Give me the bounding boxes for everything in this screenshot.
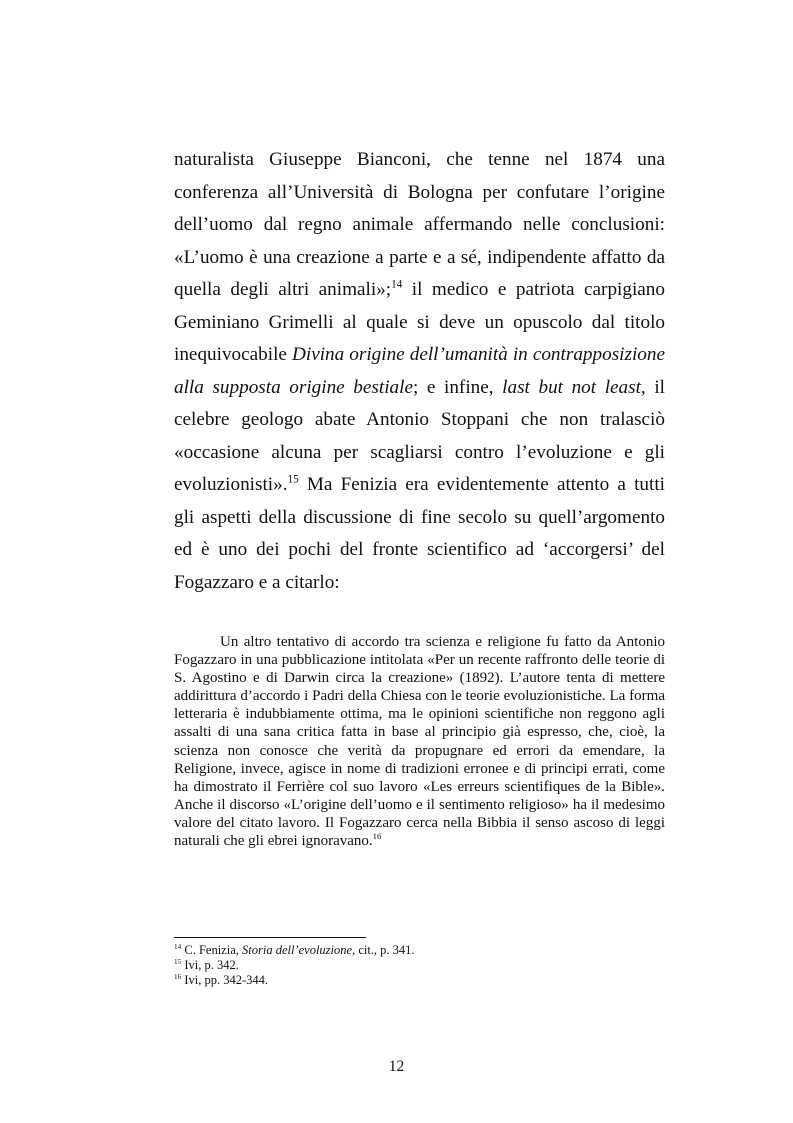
block-quote xyxy=(174,633,665,850)
main-paragraph xyxy=(174,144,665,599)
footnote-ref-15: 15 xyxy=(287,473,299,486)
text-run: naturalista Giuseppe Bianconi, che tenne nel 1874 una conferenza all’Università di Bologna per confutare l’origine dell’uomo dal regno animale affermando nelle conclusioni: «L’uomo è una creazione a parte e a sé, indipendente affatto da quella degli altri animali»; xyxy=(174,149,665,300)
text-run: il celebre geologo abate Antonio Stoppani che non tralasciò «occasione alcuna per scagliarsi contro l’evoluzione e gli evoluzionisti». xyxy=(174,376,665,495)
quote-text xyxy=(174,633,665,850)
footnote-title: Storia dell’evoluzione xyxy=(242,943,353,957)
footnotes xyxy=(174,943,665,987)
italic-title: Divina origine dell’umanità in contrapposizione alla supposta origine bestiale xyxy=(174,344,665,398)
footnote-number: 14 xyxy=(174,942,182,951)
footnote-ref-16: 16 xyxy=(372,831,382,842)
page-number: 12 xyxy=(388,1058,405,1075)
footnote-14 xyxy=(174,943,665,958)
footnote-ref-14: 14 xyxy=(391,278,403,291)
text-run: Ivi, p. 342. xyxy=(181,957,239,972)
text-run: , cit., p. 341. xyxy=(352,943,415,957)
footnote-number: 16 xyxy=(174,972,182,981)
text-run: C. Fenizia, xyxy=(181,943,243,957)
text-run: Ma Fenizia era evidentemente attento a tutti gli aspetti della discussione di fine secolo su quell’argomento ed è uno dei pochi del fronte scientifico ad ‘accorgersi’ del Fogazzaro e a citarlo: xyxy=(174,474,665,593)
footnote-16 xyxy=(174,973,665,988)
italic-phrase: last but not least, xyxy=(502,376,646,398)
text-run: ; e infine, xyxy=(412,376,503,398)
text-run: il medico e patriota carpigiano Geminiano Grimelli al quale si deve un opuscolo dal titolo inequivocabile xyxy=(174,279,665,365)
footnote-separator xyxy=(174,937,366,938)
text-run: Ivi, pp. 342-344. xyxy=(181,972,269,987)
text-run: Un altro tentativo di accordo tra scienza e religione fu fatto da Antonio Fogazzaro in una pubblicazione intitolata «Per un recente raffronto delle teorie di S. Agostino e di Darwin circa la creazione» (1892). L’autore tenta di mettere addirittura d’accordo i Padri della Chiesa con le teorie evoluzionistiche. La forma letteraria è indubbiamente ottima, ma le opinioni scientifiche non reggono agli assalti di una sana critica fatta in base al principio già espresso, che, cioè, la scienza non conosce che verità da propugnare ed errori da emendare, la Religione, invece, agisce in nome di tradizioni erronee e di principi errati, come ha dimostrato il Ferrière col suo lavoro «Les erreurs scientifiques de la Bible». Anche il discorso «L’origine dell’uomo e il sentimento religioso» ha il medesimo valore del citato lavoro. Il Fogazzaro cerca nella Bibbia il senso ascoso di leggi naturali che gli ebrei ignoravano. xyxy=(174,634,665,850)
paragraph-text xyxy=(174,144,665,599)
footnote-number: 15 xyxy=(174,957,182,966)
footnote-15 xyxy=(174,958,665,973)
